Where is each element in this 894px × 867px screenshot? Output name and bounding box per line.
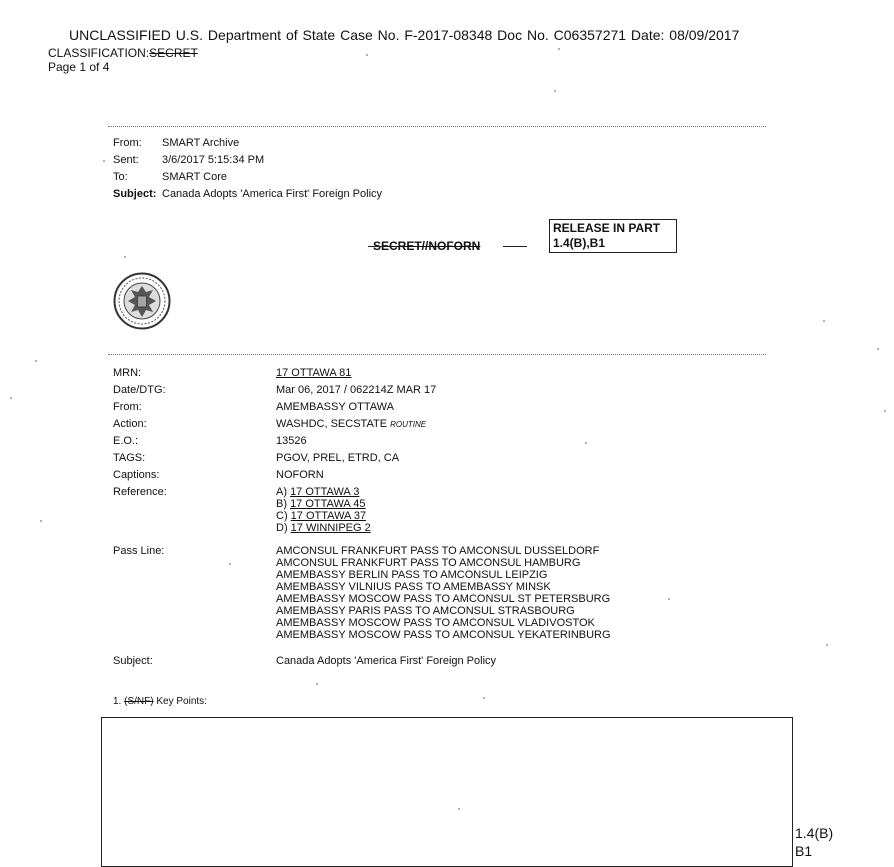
scan-speck — [229, 563, 231, 565]
reference-item: C) 17 OTTAWA 37 — [276, 510, 367, 522]
cable-subject-label: Subject: — [113, 655, 153, 667]
action-recipients: WASHDC, SECSTATE — [276, 418, 388, 430]
action-label: Action: — [113, 418, 147, 430]
marking-strike-right — [503, 246, 527, 247]
email-sent-value: 3/6/2017 5:15:34 PM — [162, 154, 265, 166]
cable-separator — [108, 354, 766, 355]
mrn-value: 17 OTTAWA 81 — [276, 367, 352, 379]
eo-value: 13526 — [276, 435, 307, 447]
reference-link[interactable]: 17 WINNIPEG 2 — [290, 522, 371, 534]
scan-speck — [40, 520, 42, 522]
scan-speck — [823, 320, 825, 322]
email-subject-label: Subject: — [113, 188, 157, 200]
cable-from-value: AMEMBASSY OTTAWA — [276, 401, 394, 413]
pass-line-list — [276, 545, 611, 641]
page-number: Page 1 of 4 — [48, 60, 110, 74]
reference-item: A) 17 OTTAWA 3 — [276, 486, 360, 498]
email-from-value: SMART Archive — [162, 137, 240, 149]
captions-value: NOFORN — [276, 469, 324, 481]
mrn-label: MRN: — [113, 367, 142, 379]
email-from-label: From: — [113, 137, 142, 149]
pass-line: AMEMBASSY PARIS PASS TO AMCONSUL STRASBOURG — [276, 605, 575, 617]
scan-speck — [366, 54, 368, 56]
scan-speck — [558, 48, 560, 50]
release-line-2: 1.4(B),B1 — [553, 236, 606, 250]
classification-label: CLASSIFICATION: — [48, 46, 150, 60]
scan-speck — [316, 683, 318, 685]
redaction-code-line-1: 1.4(B) — [795, 825, 834, 841]
email-to-value: SMART Core — [162, 171, 228, 183]
reference-list — [276, 486, 371, 534]
cable-from-label: From: — [113, 401, 142, 413]
tags-label: TAGS: — [113, 452, 146, 464]
pass-line: AMEMBASSY VILNIUS PASS TO AMEMBASSY MINSK — [276, 581, 551, 593]
pass-line: AMCONSUL FRANKFURT PASS TO AMCONSUL DUSSELDORF — [276, 545, 600, 557]
pass-line: AMEMBASSY MOSCOW PASS TO AMCONSUL YEKATERINBURG — [276, 629, 611, 641]
passline-label: Pass Line: — [113, 545, 165, 557]
marking-strike-left — [368, 246, 388, 247]
pass-line: AMEMBASSY BERLIN PASS TO AMCONSUL LEIPZIG — [276, 569, 548, 581]
release-line-1: RELEASE IN PART — [553, 221, 661, 235]
scan-speck — [103, 160, 105, 162]
date-label: Date/DTG: — [113, 384, 166, 396]
paragraph-number: 1. — [113, 696, 122, 707]
scan-speck — [35, 360, 37, 362]
date-value: Mar 06, 2017 / 062214Z MAR 17 — [276, 384, 437, 396]
scan-speck — [124, 256, 126, 258]
tags-value: PGOV, PREL, ETRD, CA — [276, 452, 400, 464]
reference-link[interactable]: 17 OTTAWA 45 — [290, 498, 366, 510]
reference-item: D) 17 WINNIPEG 2 — [276, 522, 371, 534]
paragraph-heading — [113, 696, 207, 707]
email-subject-value: Canada Adopts 'America First' Foreign Policy — [162, 188, 383, 200]
classification-struck: SECRET — [149, 46, 198, 60]
scan-speck — [483, 697, 485, 699]
action-value — [276, 418, 426, 430]
captions-label: Captions: — [113, 469, 160, 481]
eo-label: E.O.: — [113, 435, 139, 447]
scan-speck — [668, 598, 670, 600]
scan-speck — [884, 410, 886, 412]
scan-speck — [826, 644, 828, 646]
secret-noforn-marking: SECRET//NOFORN — [373, 239, 481, 253]
redaction-code — [795, 824, 833, 860]
email-to-label: To: — [113, 171, 128, 183]
top-separator — [108, 126, 766, 127]
reference-label: Reference: — [113, 486, 167, 498]
department-seal-icon — [113, 272, 171, 330]
email-sent-label: Sent: — [113, 154, 139, 166]
redaction-code-line-2: B1 — [795, 843, 813, 859]
pass-line: AMEMBASSY MOSCOW PASS TO AMCONSUL VLADIVOSTOK — [276, 617, 595, 629]
scan-speck — [554, 90, 556, 92]
scan-speck — [877, 348, 879, 350]
scan-speck — [10, 397, 12, 399]
paragraph-classification: (S/NF) — [124, 696, 154, 707]
scan-speck — [585, 442, 587, 444]
paragraph-title: Key Points: — [156, 696, 207, 707]
scan-speck — [458, 808, 460, 810]
release-in-part-box — [549, 219, 677, 253]
reference-link[interactable]: 17 OTTAWA 3 — [290, 486, 360, 498]
redaction-box — [101, 717, 793, 867]
reference-link[interactable]: 17 OTTAWA 37 — [290, 510, 367, 522]
document-header-line: UNCLASSIFIED U.S. Department of State Case No. F-2017-08348 Doc No. C06357271 Date: 08/09/2017 — [69, 27, 740, 43]
pass-line: AMCONSUL FRANKFURT PASS TO AMCONSUL HAMBURG — [276, 557, 581, 569]
classification-line — [48, 46, 198, 60]
cable-subject-value: Canada Adopts 'America First' Foreign Policy — [276, 655, 497, 667]
pass-line: AMEMBASSY MOSCOW PASS TO AMCONSUL ST PETERSBURG — [276, 593, 611, 605]
action-priority: ROUTINE — [390, 420, 427, 429]
reference-item: B) 17 OTTAWA 45 — [276, 498, 366, 510]
